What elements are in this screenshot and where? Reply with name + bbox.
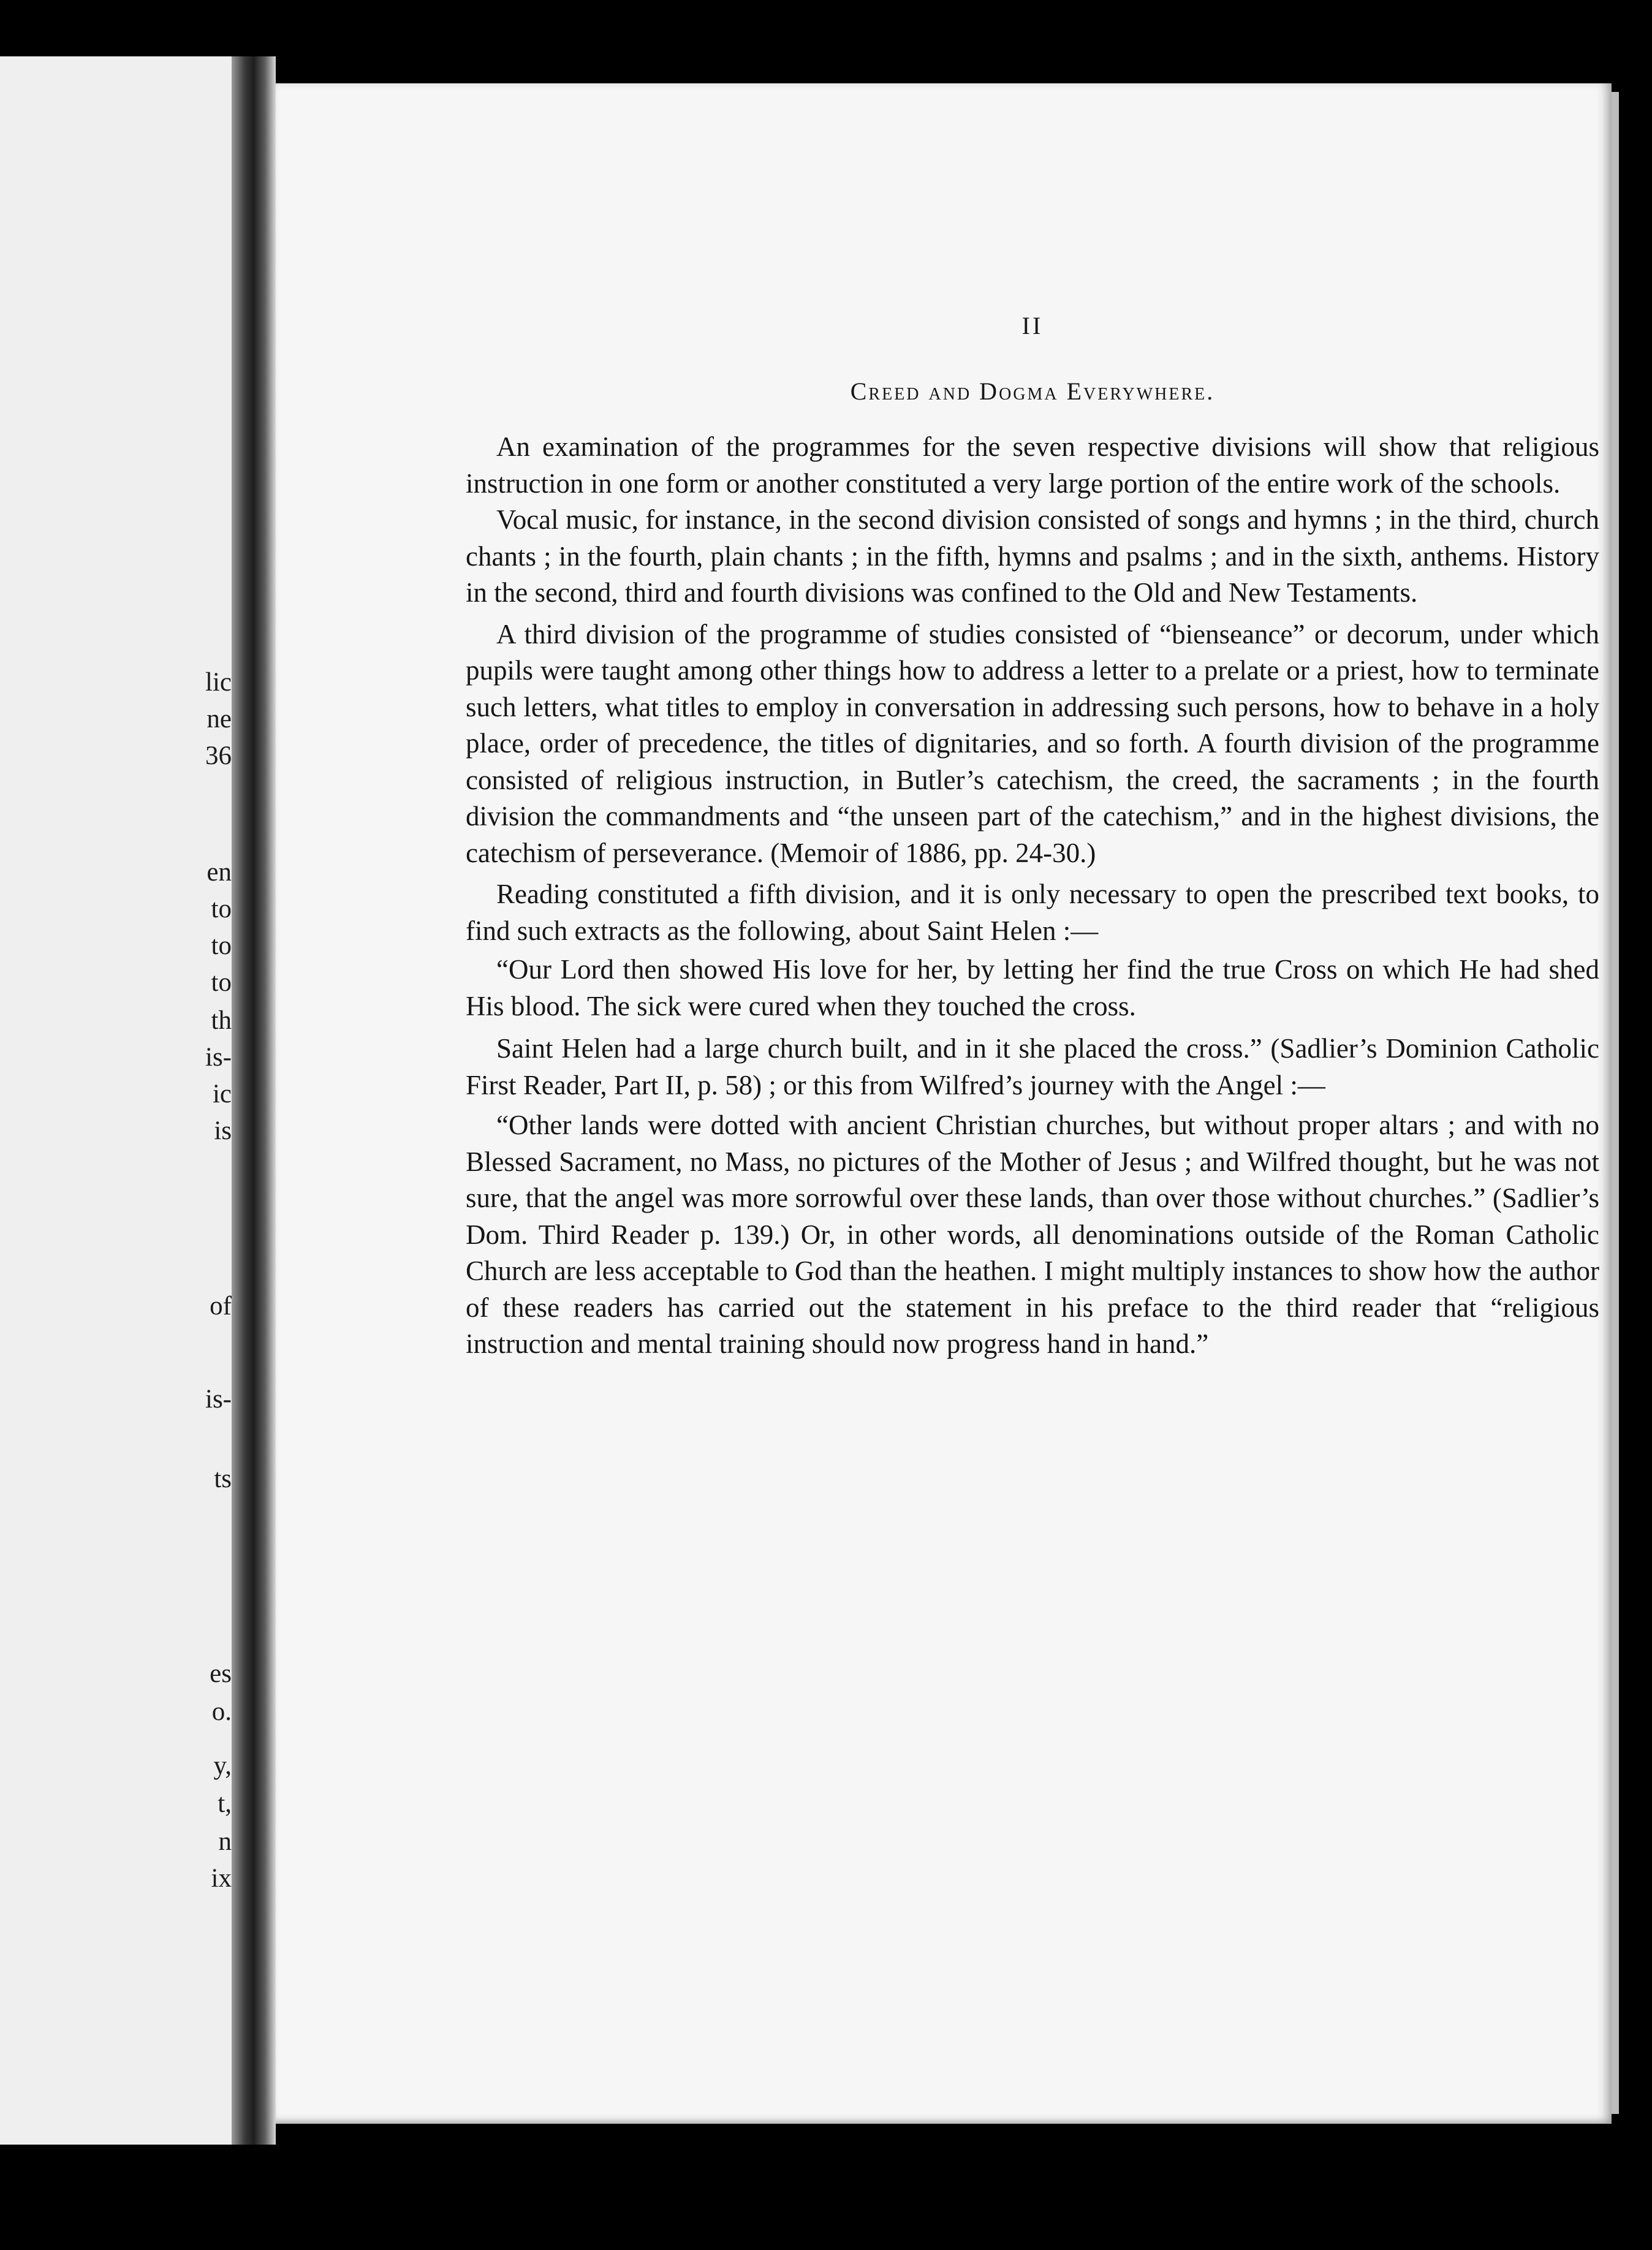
left-fragment: t,: [218, 1789, 232, 1818]
left-fragment: is: [214, 1116, 232, 1145]
paragraph: Reading constituted a fifth division, and it is only necessary to open the prescribed text books, to find such extracts as the following, about Saint Helen :—: [466, 879, 1599, 946]
left-fragment: y,: [213, 1751, 232, 1780]
left-page: [0, 56, 232, 2145]
left-fragment: is-: [205, 1043, 232, 1072]
left-fragment: ic: [212, 1080, 232, 1108]
left-fragment: is-: [205, 1385, 232, 1414]
left-fragment: ix: [211, 1864, 232, 1893]
left-fragment: en: [206, 858, 232, 887]
left-fragment: of: [210, 1292, 232, 1320]
left-fragment: lic: [205, 668, 232, 697]
right-page: [276, 83, 1612, 2124]
page-text-block: [466, 311, 1599, 1363]
page-edge: [1612, 92, 1619, 2114]
left-fragment: th: [211, 1006, 232, 1035]
left-fragment: ts: [214, 1464, 232, 1493]
left-fragment: to: [211, 895, 232, 923]
left-fragment: o.: [211, 1697, 232, 1726]
left-fragment: es: [210, 1659, 232, 1688]
page-number: II: [1021, 312, 1044, 339]
left-fragment: to: [211, 931, 232, 960]
page-heading: Creed and Dogma Everywhere.: [850, 377, 1215, 405]
quote-paragraph: “Our Lord then showed His love for her, by letting her find the true Cross on which He had shed His blood. The sick were cured when they touched the cross.: [466, 954, 1599, 1021]
paragraph: A third division of the programme of studies consisted of “bienseance” or decorum, under which pupils were taught among other things how to address a letter to a prelate or a priest, how to terminate such letters, what titles to employ in conversation in addressing such persons, how to behave in a holy place, order of precedence, the titles of dignitaries, and so forth. A fourth division of the programme consisted of religious instruction, in Butler’s catechism, the creed, the sacraments ; in the fourth division the commandments and “the unseen part of the catechism,” and in the highest divisions, the catechism of perseverance. (Memoir of 1886, pp. 24-30.): [466, 618, 1599, 868]
paragraph: Saint Helen had a large church built, and in it she placed the cross.” (Sadlier’s Dominion Catholic First Reader, Part II, p. 58) ; or this from Wilfred’s journey with the Angel :—: [466, 1033, 1599, 1100]
left-fragment: ne: [206, 705, 232, 733]
book-gutter: [232, 56, 276, 2145]
paragraph: Vocal music, for instance, in the second division consisted of songs and hymns ; in the third, church chants ; in the fourth, plain chants ; in the fifth, hymns and psalms ; and in the sixth, anthems. History in the second, third and fourth divisions was confined to the Old and New Testaments.: [466, 504, 1599, 608]
left-fragment: n: [218, 1827, 232, 1856]
quote-paragraph: “Other lands were dotted with ancient Christian churches, but without proper altars ; and with no Blessed Sacrament, no Mass, no pictures of the Mother of Jesus ; and Wilfred thought, but he was not sure, that the angel was more sorrowful over these lands, than over those without churches.” (Sadlier’s Dom. Third Reader p. 139.) Or, in other words, all denominations outside of the Roman Catholic Church are less acceptable to God than the heathen. I might multiply instances to show how the author of these readers has carried out the statement in his preface to the third reader that “religious instruction and mental training should now progress hand in hand.”: [466, 1110, 1599, 1359]
left-page-text-fragments: [0, 56, 232, 2145]
left-fragment: 36: [205, 741, 232, 770]
paragraph: An examination of the programmes for the seven respective divisions will show that religious instruction in one form or another constituted a very large portion of the entire work of the schools.: [466, 431, 1599, 499]
left-fragment: to: [211, 968, 232, 997]
